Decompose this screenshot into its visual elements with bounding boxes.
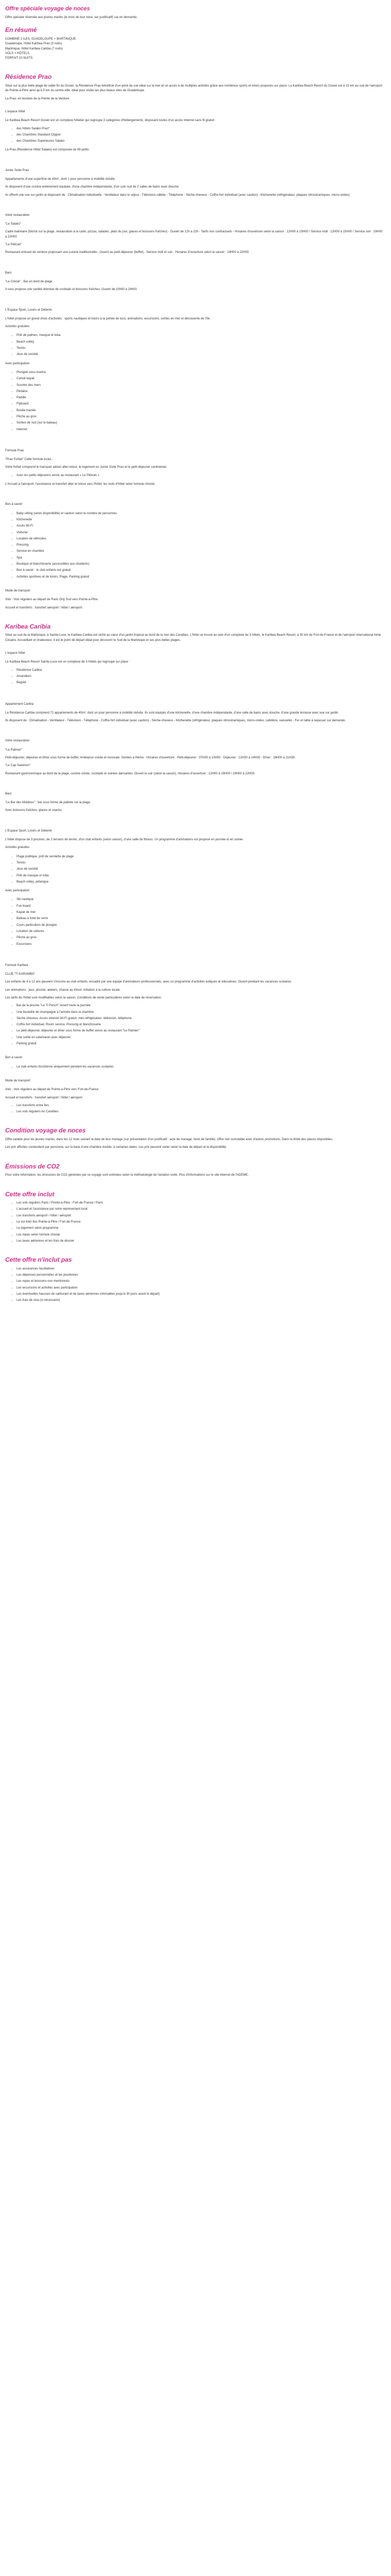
list-item: • Beach volley bbox=[17, 340, 385, 345]
prao-section bbox=[5, 72, 385, 432]
list-item: • Le logement selon programme bbox=[17, 1226, 385, 1231]
caribia-bars-label: Bars bbox=[5, 792, 12, 795]
caribia-conditions-text1: Vols : Vols réguliers au départ de Pointe-à-Pitre vers Fort-de-France. bbox=[5, 1088, 100, 1092]
offer-title: Offre spéciale voyage de noces bbox=[5, 6, 90, 12]
prao-bar1-text: Il vous propose une variété étendue de cocktails et boissons fraîches. Ouvert de 10h00 à 24h00. bbox=[5, 288, 138, 292]
excludes-list bbox=[5, 1267, 385, 1303]
emissions-text: Pour votre information, les émissions de CO2 générées par ce voyage sont estimées selon la méthodologie de l'aviation civile. Plus d'informations sur le site internet de l'ADEME. bbox=[5, 1174, 249, 1177]
caribia-rooms-text2: Ils disposent de : Climatisation - Ventilateur - Télévision - Téléphone - Coffre-fort individuel (avec caution) - Sèche-cheveux - Kitchenette (réfrigérateur, plaques vitrocéramiques, micro-ondes, cafetière, vaisselle) - Fer et table à repasser sur demande. bbox=[5, 719, 346, 723]
list-item: • Bouée tractée bbox=[17, 409, 385, 413]
list-item: • Bateau à fond de verre bbox=[17, 917, 385, 921]
includes-section bbox=[5, 1190, 385, 1244]
list-item: • Le petit-déjeuner, déjeuner et dîner sous forme de buffet servis au restaurant "Le Palmier" bbox=[17, 1029, 385, 1033]
list-item: • Baguié bbox=[17, 681, 385, 685]
list-item: • Le vol inter-îles Pointe-à-Pitre / Fort-de-France bbox=[17, 1220, 385, 1225]
selection-line: FORFAIT 10 NUITS bbox=[5, 57, 33, 60]
prao-conditions-text1: Vols : Vols réguliers au départ de Paris Orly Sud vers Pointe-à-Pitre. bbox=[5, 598, 99, 602]
prao-rooms-note: La Prao (Résidence Hôtel Salako) est composée de 69 petits bbox=[5, 148, 89, 152]
prao-reservation-list bbox=[5, 512, 385, 580]
list-item: • Internet bbox=[17, 428, 385, 432]
includes-title: Cette offre inclut bbox=[5, 1190, 55, 1198]
list-item: • Pressing bbox=[17, 543, 385, 548]
list-item: • Bon à savoir : le club enfants est gratuit bbox=[17, 568, 385, 573]
list-item: • Résidence Caribia bbox=[17, 668, 385, 673]
list-item: • Flyboard bbox=[17, 402, 385, 406]
list-item: • Une bouteille de champagne à l'arrivée dans la chambre bbox=[17, 1010, 385, 1015]
list-item: • Accès Wi-Fi bbox=[17, 524, 385, 529]
list-item: • Bar de la piscine "Le Ti Punch" ouvert toute la journée bbox=[17, 1004, 385, 1008]
caribia-conditions-list bbox=[5, 1104, 385, 1115]
caribia-restaurant2-name: "Le Cap Salomon" bbox=[5, 764, 30, 768]
caribia-formula-text2: Les animations : jeux, piscine, ateliers, chasse au trésor, initiation à la culture locale. bbox=[5, 988, 121, 992]
prao-activities-label: L'Espace Sport, Loisirs et Détente bbox=[5, 308, 52, 312]
caribia-restaurant2-text: Restaurant gastronomique au bord de la plage, cuisine créole, cocktails et soirées dansantes. Ouvert le soir (selon la saison). Horaires d'ouverture : 12H00 à 15H00 / 19H00 à 22H00. bbox=[5, 772, 255, 775]
intro-section bbox=[5, 5, 385, 20]
list-item: • Les frais de visa (si nécessaire) bbox=[17, 1298, 385, 1303]
prao-formula-label: Formule Prao bbox=[5, 449, 24, 452]
caribia-formula-text3: Les tarifs de l'hôtel sont modifiables selon la saison. Conditions de vente particulières selon la date de réservation. bbox=[5, 996, 162, 999]
caribia-bar1-text: Avec boissons fraîches, glaces et snacks. bbox=[5, 809, 62, 812]
caribia-rooms-label: Appartement Caribia bbox=[5, 702, 34, 706]
list-item: • Coffre-fort individuel, Room service, Pressing et blanchisserie bbox=[17, 1023, 385, 1027]
list-item: • Les assurances facultatives bbox=[17, 1267, 385, 1272]
prao-type-text: Appartements d'une superficie de 43m², dont 1 pour personne à mobilité réduite. bbox=[5, 177, 116, 181]
excludes-section bbox=[5, 1255, 385, 1303]
prao-restaurants-label: Votre restauration bbox=[5, 213, 30, 217]
list-item: • Tennis bbox=[17, 346, 385, 351]
selection-line: COMBINÉ 2 ILES, GUADELOUPE + MARTINIQUE bbox=[5, 37, 76, 41]
prao-conditions-section bbox=[5, 584, 385, 611]
selection-line: Guadeloupe, Hôtel Karibea Prao (3 nuits) bbox=[5, 42, 62, 46]
prao-formula-title: "Prao Forfait" Cette formule inclut... bbox=[5, 458, 54, 462]
list-item: • Baby-sitting (selon disponibilité) et caution selon le nombre de personnes bbox=[17, 512, 385, 516]
caribia-bar1: "Le Bar des Mulâtres" : bar sous forme de paillote sur la plage bbox=[5, 801, 90, 805]
prao-description: Situé sur la plus belle plage de sable fin du Gosier, la Résidence Prao bénéficie d'un point de vue idéal sur la mer et un accès à de multiples activités grâce aux nombreux sports et loisirs proposés sur place. La Karibea Beach Resort du Gosier est à 15 km au sud de l'aéroport de Pointe-à-Pitre ainsi qu'à 5 km du centre-ville, idéal pour visiter les plus beaux sites de Guadeloupe. bbox=[5, 84, 383, 93]
caribia-formula-section bbox=[5, 951, 385, 1047]
list-item: • L'accueil et l'assistance par notre représentant local bbox=[17, 1207, 385, 1212]
list-item: • Sèche-cheveux, Accès internet Wi-Fi gratuit, mini-réfrigérateur, télévision, téléphone bbox=[17, 1016, 385, 1021]
prao-title: Résidence Prao bbox=[5, 73, 52, 81]
conditions-text1: Offre valable pour les jeunes mariés, dans les 12 mois suivant la date de leur mariage (sur présentation d'un justificatif : acte de mariage, livret de famille). Offre non cumulable avec d'autres promotions. Dans la limite des places disponibles. bbox=[5, 1138, 334, 1142]
selection-section bbox=[5, 25, 385, 61]
list-item: • Location de voitures bbox=[17, 929, 385, 934]
list-item: • Beach volley, pétanque bbox=[17, 880, 385, 885]
list-item: • Les taxes aériennes et les frais de dossier bbox=[17, 1239, 385, 1244]
list-item: • Les vols réguliers Paris / Pointe-à-Pitre - Fort-de-France / Paris bbox=[17, 1201, 385, 1206]
list-item: • Le club enfants fonctionne uniquement pendant les vacances scolaires bbox=[17, 1065, 385, 1070]
prao-paid-label: Avec participation bbox=[5, 362, 30, 365]
caribia-section bbox=[5, 622, 385, 947]
list-item: • Les repas et boissons non mentionnés bbox=[17, 1279, 385, 1284]
list-item: • Les transferts aéroport / hôtel / aéroport bbox=[17, 1214, 385, 1218]
list-item: • des hôtels Salako Prao* bbox=[17, 127, 385, 131]
prao-restaurant1-text: Cadre balnéaire (bistrot sur la plage, restauration à la carte, pizzas, salades, plats du jour, glaces et boissons fraîches) - Ouvert de 12h à 22h - Tarifs non contractuels - Horaires d'ouverture selon la saison : 12H00 à 15H00 / Service midi : 12H00 à 15H00 / Service soir : 19H00 à 22H00 bbox=[5, 230, 383, 239]
offer-subtitle: Offre spéciale réservée aux jeunes mariés (le mois de leur noce, sur justificatif) car en demande. bbox=[5, 16, 138, 20]
list-item: • Activités sportives et de loisirs, Plage, Parking gratuit bbox=[17, 575, 385, 580]
prao-type-label: Junior Suite Prao bbox=[5, 168, 29, 172]
conditions-title: Condition voyage de noces bbox=[5, 1127, 86, 1134]
prao-formula-list bbox=[5, 473, 385, 478]
prao-reservation-section bbox=[5, 490, 385, 580]
caribia-formula-label: Formule Karibea bbox=[5, 963, 28, 967]
list-item: • Les excursions et activités avec participation bbox=[17, 1286, 385, 1291]
caribia-formula-title: CLUB "TI KARAMBA" bbox=[5, 973, 36, 976]
list-item: • Fun board bbox=[17, 904, 385, 909]
caribia-conditions-section bbox=[5, 1074, 385, 1114]
list-item: • Plongée sous-marine bbox=[17, 370, 385, 375]
caribia-conditions-text2: Accueil et transferts : transfert aéroport / hôtel / aéroport. bbox=[5, 1096, 83, 1099]
prao-activities-intro: L'hôtel propose un grand choix d'activités : sports nautiques et loisirs à la portée de tous, animations, excursions, sorties en mer et découverte de l'île. bbox=[5, 317, 210, 320]
list-item: • Les dépenses personnelles et les pourboires bbox=[17, 1273, 385, 1278]
caribia-restaurant1-text: Petit-déjeuner, déjeuner et dîner sous forme de buffet. Ambiance créole et musicale. Soirées à thème - Horaires d'ouverture : Petit-déjeuner : 07H00 à 10H00 - Déjeuner : 12H30 à 14H30 - Dîner : 19H00 à 21H30. bbox=[5, 756, 296, 759]
list-item: • Voiturier bbox=[17, 531, 385, 535]
list-item: • Avec les petits déjeuners servis au restaurant « Le Pélican » bbox=[17, 473, 385, 478]
list-item: • Pédalos bbox=[17, 389, 385, 394]
list-item: • Sorties de nuit (sur le bateau) bbox=[17, 421, 385, 426]
prao-bar1: "Le Créole" : Bar en bord de plage bbox=[5, 280, 53, 283]
list-item: • Paddle bbox=[17, 396, 385, 400]
caribia-free-label: Activités gratuites bbox=[5, 846, 30, 850]
list-item: • Kayak de mer bbox=[17, 910, 385, 915]
prao-conditions-text2: Accueil et transferts : transfert aéroport / hôtel / aéroport. bbox=[5, 606, 83, 609]
prao-formula-note: L'Accueil à l'aéroport, l'assistance et transfert aller et retour vers l'hôtel, les nuits d'hôtel selon formule choisie. bbox=[5, 483, 156, 486]
list-item: • Une sortie en catamaran avec déjeuner bbox=[17, 1036, 385, 1040]
list-item: • Kitchenette bbox=[17, 518, 385, 522]
conditions-section bbox=[5, 1126, 385, 1150]
caribia-formula-text: Les enfants de 4 à 12 ans peuvent s'inscrire au club enfants, encadré par une équipe d'animateurs professionnels, avec un programme d'activités ludiques et éducatives. Ouvert pendant les vacances scolaires. bbox=[5, 980, 292, 984]
prao-restaurant1-name: "Le Salako" bbox=[5, 223, 21, 226]
list-item: • Les repas selon formule choisie bbox=[17, 1233, 385, 1238]
prao-formula-section bbox=[5, 436, 385, 487]
list-item: • Cours particuliers de plongée bbox=[17, 923, 385, 928]
list-item: • Location de véhicules bbox=[17, 537, 385, 541]
emissions-section bbox=[5, 1162, 385, 1178]
list-item: • Scooter des mers bbox=[17, 383, 385, 388]
prao-free-list bbox=[5, 333, 385, 357]
prao-free-label: Activités gratuites bbox=[5, 325, 30, 329]
caribia-paid-label: Avec participation bbox=[5, 889, 30, 893]
caribia-description: Situé au sud de la Martinique, à Sainte-Luce, le Karibea Caribia est niché au cœur d'un jardin tropical au bord de la mer des Caraïbes. L'hôtel se trouve au sein d'un complexe de 3 hôtels, le Karibea Beach Resort, à 30 km de Fort-de-France et de l'aéroport international Aimé Césaire. Accueillant et chaleureux, il est le point de départ idéal pour découvrir le Sud de la Martinique et ses plus belles plages. bbox=[5, 634, 381, 642]
prao-paid-list bbox=[5, 370, 385, 432]
caribia-rooms-text: La Résidence Caribia comprend 72 appartements de 40m², dont un pour personne à mobilité réduite. Ils sont équipés d'une kitchenette, d'une chambre indépendante, d'une salle de bains avec douche, d'une grande terrasse avec vue sur jardin. bbox=[5, 711, 339, 715]
list-item: • Jeux de société bbox=[17, 352, 385, 357]
prao-type-text2: Ils disposent d'une cuisine entièrement équipée, d'une chambre indépendante, d'un coin nuit de 2 salles de bains avec douche. bbox=[5, 185, 180, 189]
emissions-title: Émissions de CO2 bbox=[5, 1162, 60, 1170]
list-item: • Les vols réguliers Air Caraïbes bbox=[17, 1110, 385, 1114]
selection-title: En résumé bbox=[5, 26, 37, 34]
caribia-activities-label: L'Espace Sport, Loisirs et Détente bbox=[5, 829, 52, 833]
caribia-title: Karibea Caribia bbox=[5, 622, 51, 630]
list-item: • Boutique et blanchisserie (accessibles aux résidents) bbox=[17, 562, 385, 567]
selection-lines bbox=[5, 37, 385, 61]
prao-bars-label: Bars bbox=[5, 271, 12, 275]
list-item: • Les transferts entre îles bbox=[17, 1104, 385, 1108]
list-item: • Amandiers bbox=[17, 674, 385, 679]
list-item: • Prêt de palmes, masque et tuba bbox=[17, 333, 385, 338]
list-item: • Jeux de société bbox=[17, 867, 385, 872]
caribia-reservation-label: Bon à savoir bbox=[5, 1056, 23, 1060]
prao-conditions-label: Mode de transport bbox=[5, 589, 30, 592]
caribia-location-label: L'espace hôtel bbox=[5, 652, 25, 655]
includes-list bbox=[5, 1201, 385, 1244]
list-item: • Spa bbox=[17, 556, 385, 561]
list-item: • des Chambres Standard Clipper bbox=[17, 133, 385, 138]
list-item: • des Chambres Supérieures Salako bbox=[17, 139, 385, 144]
excludes-title: Cette offre n'inclut pas bbox=[5, 1256, 72, 1264]
selection-line: VOLS + HÔTELS bbox=[5, 52, 29, 55]
list-item: • Plage publique, prêt de serviette de plage bbox=[17, 855, 385, 859]
prao-formula-text: Votre forfait comprend le transport aérien aller-retour, le logement en Junior Suite Prao et le petit-déjeuner continental. bbox=[5, 466, 167, 469]
list-item: • Pêche au gros bbox=[17, 415, 385, 419]
caribia-location-list bbox=[5, 668, 385, 686]
list-item: • Excursions bbox=[17, 942, 385, 947]
prao-type-text3: Ils offrent une vue sur jardin et disposent de : Climatisation individuelle - Ventilateur dans le séjour - Télévision câblée - Téléphone - Sèche-cheveux - Coffre-fort individuel (avec caution) - Kitchenette (réfrigérateur, plaques vitrocéramiques, micro-ondes) bbox=[5, 193, 350, 197]
caribia-reservation-list bbox=[5, 1065, 385, 1070]
list-item: • Parking gratuit bbox=[17, 1042, 385, 1046]
caribia-activities-intro: L'hôtel dispose de 3 piscines, de 2 terrains de tennis, d'un club enfants (selon saison), d'une salle de fitness. Un programme d'animations est proposé en journée et en soirée. bbox=[5, 838, 244, 842]
selection-line: Martinique, Hôtel Karibea Caribia (7 nuits) bbox=[5, 47, 63, 50]
conditions-text2: Les prix affichés s'entendent par personne, sur la base d'une chambre double, à certaines dates. Les prix peuvent varier selon la date de départ et la disponibilité. bbox=[5, 1146, 227, 1149]
list-item: • Prêt de masque et tuba bbox=[17, 874, 385, 878]
list-item: • Ski nautique bbox=[17, 897, 385, 902]
list-item: • Service en chambre bbox=[17, 549, 385, 554]
prao-rooms-label: L'espace hôtel bbox=[5, 110, 25, 113]
caribia-reservation-section bbox=[5, 1050, 385, 1070]
list-item: • Les éventuelles hausses de carburant et de taxes aériennes (révisables jusqu'à 30 jours avant le départ) bbox=[17, 1292, 385, 1297]
caribia-restaurant1-name: "Le Palmier" bbox=[5, 748, 22, 752]
prao-reservation-label: Bon à savoir bbox=[5, 503, 23, 506]
list-item: • Pêche au gros bbox=[17, 936, 385, 940]
caribia-paid-list bbox=[5, 897, 385, 946]
caribia-location-text: Le Karibea Beach Resort Sainte-Luce est un complexe de 3 hôtels qui regroupe sur place : bbox=[5, 660, 130, 664]
prao-rooms-list bbox=[5, 127, 385, 144]
caribia-free-list bbox=[5, 855, 385, 885]
list-item: • Tennis bbox=[17, 861, 385, 866]
caribia-formula-list bbox=[5, 1004, 385, 1046]
caribia-conditions-label: Mode de transport bbox=[5, 1079, 30, 1082]
list-item: • Canoë kayak bbox=[17, 377, 385, 381]
prao-location: La Prao, en bordure de la Pointe de la Verdure bbox=[5, 97, 70, 100]
caribia-restaurants-label: Votre restauration bbox=[5, 739, 30, 743]
prao-rooms-intro: Le Karibea Beach Resort Gosier est un complexe hôtelier qui regroupe 3 catégories d'hébergements, disposant toutes d'un accès Internet sans fil gratuit : bbox=[5, 119, 216, 123]
prao-restaurant2-text: Restaurant entouré de verdure proposant une cuisine traditionnelle - Ouvert au petit-déjeuner (buffet) - Service midi et soir - Horaires d'ouverture selon la saison : 19H00 à 22H00 bbox=[5, 251, 249, 255]
prao-restaurant2-name: "Le Pélican" bbox=[5, 243, 22, 247]
